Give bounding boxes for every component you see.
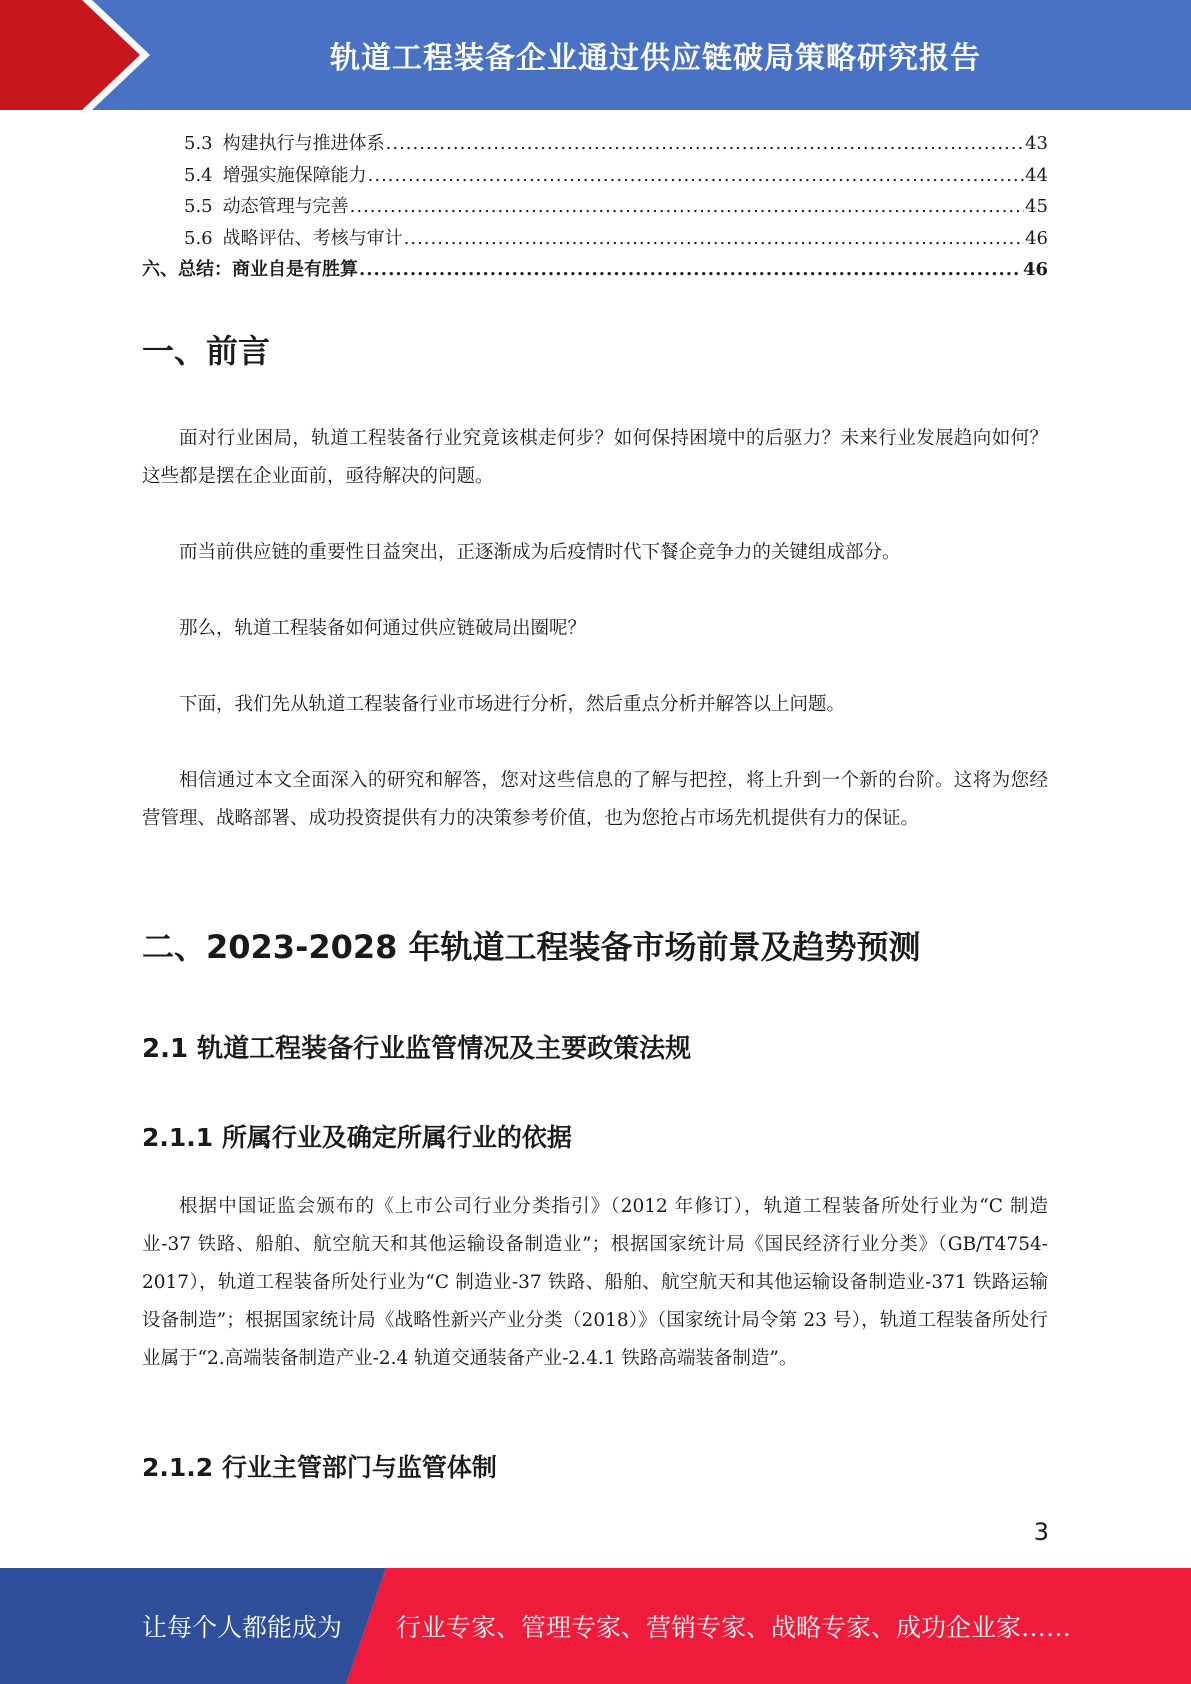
report-title: 轨道工程装备企业通过供应链破局策略研究报告 [330, 41, 981, 76]
toc-entry-title: 增强实施保障能力 [222, 164, 367, 186]
paragraph: 面对行业困局，轨道工程装备行业究竟该棋走何步？如何保持困境中的后驱力？未来行业发展趋向如何？这些都是摆在企业面前，亟待解决的问题。 [142, 428, 1048, 487]
footer-slogan-left: 让每个人都能成为 [142, 1613, 343, 1642]
paragraph: 根据中国证监会颁布的《上市公司行业分类指引》（2012 年修订），轨道工程装备所处行业为“C 制造业-37 铁路、船舶、航空航天和其他运输设备制造业”；根据国家统计局《国民经济行业分类》（GB/T4754-2017），轨道工程装备所处行业为“C 制造业-37 铁路、船舶、航空航天和其他运输设备制造业-371 铁路运输设备制造”；根据国家统计局《战略性新兴产业分类（2018）》（国家统计局令第 23 号），轨道工程装备所处行业属于“2.高端装备制造产业-2.4 轨道交通装备产业-2.4.1 铁路高端装备制造”。 [142, 1196, 1048, 1369]
toc-entry-number: 5.5 [184, 196, 213, 217]
toc-entry-number: 5.4 [184, 164, 213, 186]
page-number: 3 [1033, 1518, 1049, 1546]
preface-paragraph [142, 762, 1048, 838]
page-header [0, 0, 1191, 110]
paragraph: 而当前供应链的重要性日益突出，正逐渐成为后疫情时代下餐企竞争力的关键组成部分。 [179, 542, 901, 563]
subsection-heading-block [142, 1118, 1048, 1154]
chapter-2-heading: 二、2023-2028 年轨道工程装备市场前景及趋势预测 [142, 928, 921, 966]
subsection-heading-block [142, 1448, 1048, 1484]
red-chevron-logo [0, 0, 160, 110]
toc-leader-dots [368, 160, 1024, 192]
toc-entry-page: 46 [1022, 259, 1048, 280]
toc-entry[interactable] [142, 223, 1048, 255]
section-heading-block [142, 1028, 1048, 1065]
subsection-paragraph [142, 1188, 1048, 1378]
toc-entry-title: 战略评估、考核与审计 [222, 227, 403, 249]
toc-leader-dots [404, 223, 1024, 255]
footer-slogan-right: 行业专家、管理专家、营销专家、战略专家、成功企业家…… [396, 1613, 1072, 1642]
preface-paragraph [142, 534, 1048, 572]
toc-entry-title: 动态管理与完善 [222, 196, 349, 217]
toc-entry-page: 43 [1025, 133, 1048, 154]
toc-entry-chapter[interactable] [142, 254, 1048, 286]
toc-entry-number: 5.6 [184, 227, 213, 249]
chapter-heading-block [142, 922, 1048, 968]
preface-paragraph [142, 420, 1048, 496]
subsection-2-1-2-heading: 2.1.2 行业主管部门与监管体制 [142, 1453, 497, 1482]
toc-entry[interactable] [142, 191, 1048, 223]
paragraph: 那么，轨道工程装备如何通过供应链破局出圈呢？ [179, 618, 587, 639]
toc-entry-page: 44 [1025, 164, 1048, 186]
paragraph: 下面，我们先从轨道工程装备行业市场进行分析，然后重点分析并解答以上问题。 [179, 694, 846, 715]
toc-leader-dots [386, 128, 1024, 160]
toc-leader-dots [350, 191, 1024, 223]
toc-leader-dots [359, 254, 1022, 286]
toc-entry-page: 46 [1025, 227, 1048, 249]
toc-entry-title: 构建执行与推进体系 [222, 133, 385, 154]
preface-heading-block [142, 326, 1048, 372]
toc-entry[interactable] [142, 160, 1048, 192]
preface-paragraph [142, 610, 1048, 648]
table-of-contents [142, 128, 1048, 286]
page-footer [0, 1568, 1191, 1684]
toc-entry-title: 六、总结：商业自是有胜算 [142, 259, 358, 280]
preface-paragraph [142, 686, 1048, 724]
paragraph: 相信通过本文全面深入的研究和解答，您对这些信息的了解与把控，将上升到一个新的台阶。这将为您经营管理、战略部署、成功投资提供有力的决策参考价值，也为您抢占市场先机提供有力的保证。 [142, 770, 1048, 829]
subsection-2-1-1-heading: 2.1.1 所属行业及确定所属行业的依据 [142, 1123, 572, 1152]
section-2-1-heading: 2.1 轨道工程装备行业监管情况及主要政策法规 [142, 1034, 692, 1064]
toc-entry[interactable] [142, 128, 1048, 160]
toc-entry-page: 45 [1025, 196, 1048, 217]
preface-heading: 一、前言 [142, 332, 271, 370]
toc-entry-number: 5.3 [184, 133, 213, 154]
